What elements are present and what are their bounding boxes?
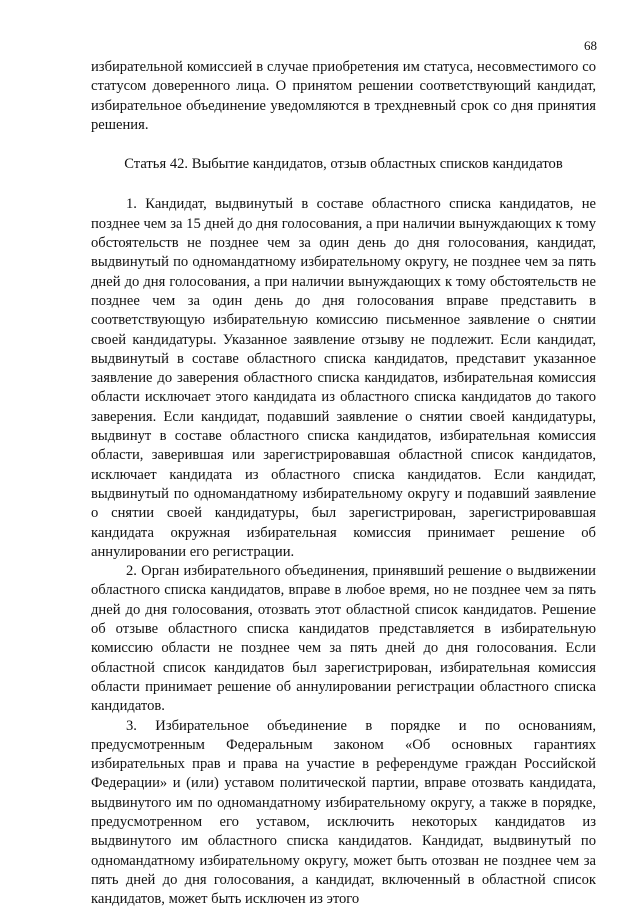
paragraph-2: 2. Орган избирательного объединения, принявший решение о выдвижении областного списка кандидатов, вправе в любое время, но не позднее чем за пять дней до дня голосования, отозвать этот областной список кандидатов. Решение об отзыве областного списка кандидатов представляется в избирательную комиссию области не позднее чем за пять дней до дня голосования. Если областной список кандидатов был зарегистрирован, избирательная комиссия области принимает решение об аннулировании регистрации областного списка кандидатов.	[91, 562, 596, 716]
article-title: Статья 42. Выбытие кандидатов, отзыв областных списков кандидатов	[91, 155, 596, 174]
page-number: 68	[584, 38, 597, 54]
paragraph-3: 3. Избирательное объединение в порядке и по основаниям, предусмотренным Федеральным законом «Об основных гарантиях избирательных прав и права на участие в референдуме граждан Российской Федерации» и (или) уставом политической партии, вправе отозвать кандидата, выдвинутого им по одномандатному избирательному округу, а также в порядке, предусмотренном его уставом, исключить некоторых кандидатов из выдвинутого им областного списка кандидатов. Кандидат, выдвинутый по одномандатному избирательному округу, может быть отозван не позднее чем за пять дней до дня голосования, а кандидат, включенный в областной список кандидатов, может быть исключен из этого	[91, 717, 596, 909]
intro-paragraph: избирательной комиссией в случае приобретения им статуса, несовместимого со статусом доверенного лица. О принятом решении соответствующий кандидат, избирательное объединение уведомляются в трехдневный срок со дня принятия решения.	[91, 58, 596, 135]
document-body	[91, 58, 596, 909]
paragraph-1: 1. Кандидат, выдвинутый в составе областного списка кандидатов, не позднее чем за 15 дней до дня голосования, а при наличии вынуждающих к тому обстоятельств не позднее чем за один день до дня голосования, кандидат, выдвинутый по одномандатному избирательному округу, не позднее чем за пять дней до дня голосования, а при наличии вынуждающих к тому обстоятельств не позднее чем за один день до дня голосования вправе представить в соответствующую избирательную комиссию письменное заявление о снятии своей кандидатуры. Указанное заявление отзыву не подлежит. Если кандидат, выдвинутый в составе областного списка кандидатов, представит указанное заявление до заверения областного списка кандидатов, избирательная комиссия области исключает этого кандидата из областного списка кандидатов до такого заверения. Если кандидат, подавший заявление о снятии своей кандидатуры, выдвинут в составе областного списка кандидатов, избирательная комиссия области, заверившая или зарегистрировавшая областной список кандидатов, исключает кандидата из областного списка кандидатов. Если кандидат, выдвинутый по одномандатному избирательному округу и подавший заявление о снятии своей кандидатуры, был зарегистрирован, зарегистрировавшая кандидата окружная избирательная комиссия принимает решение об аннулировании его регистрации.	[91, 195, 596, 562]
